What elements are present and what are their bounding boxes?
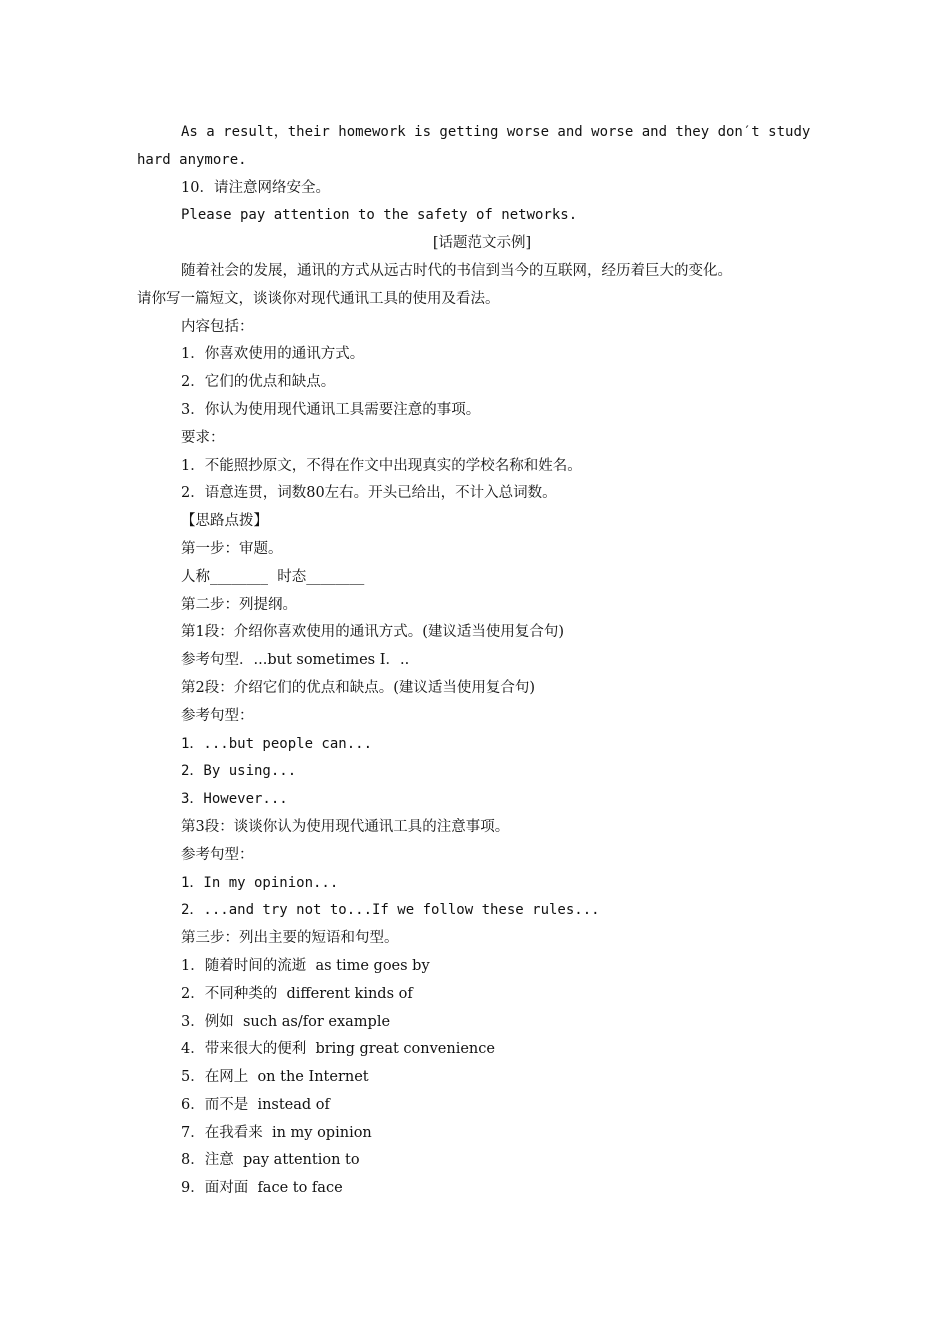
- text-line: 内容包括：: [181, 318, 254, 335]
- text-line: 第一步：审题。: [181, 540, 283, 557]
- text-line: As a result，their homework is getting worse and worse and they don′t study: [181, 124, 811, 140]
- text-line: 4．带来很大的便利 bring great convenience: [181, 1041, 495, 1058]
- text-line: hard anymore.: [137, 151, 247, 168]
- text-line: 7．在我看来 in my opinion: [181, 1124, 372, 1141]
- text-line: 1．你喜欢使用的通讯方式。: [181, 346, 365, 363]
- text-line: 第三步：列出主要的短语和句型。: [181, 930, 399, 947]
- text-line: 8．注意 pay attention to: [181, 1152, 360, 1169]
- text-line: 1．随着时间的流逝 as time goes by: [181, 957, 430, 974]
- text-line: 1．...but people can...: [181, 735, 373, 752]
- text-line: 第二步：列提纲。: [181, 596, 297, 613]
- text-line: 2．语意连贯，词数80左右。开头已给出，不计入总词数。: [181, 485, 557, 502]
- text-line: 第3段：谈谈你认为使用现代通讯工具的注意事项。: [181, 818, 510, 835]
- text-line: 请你写一篇短文，谈谈你对现代通讯工具的使用及看法。: [137, 290, 500, 307]
- text-line: 6．而不是 instead of: [181, 1096, 330, 1113]
- text-line: 参考句型．...but sometimes I．..: [181, 652, 410, 669]
- text-line: 1．不能照抄原文，不得在作文中出现真实的学校名称和姓名。: [181, 457, 582, 474]
- text-line: 10．请注意网络安全。: [181, 179, 330, 196]
- text-line: 3．例如 such as/for example: [181, 1013, 391, 1030]
- text-line: Please pay attention to the safety of networks.: [181, 207, 578, 224]
- text-line: 【思路点拨】: [181, 513, 268, 530]
- document-page: [137, 119, 827, 1203]
- text-line: 第1段：介绍你喜欢使用的通讯方式。(建议适当使用复合句): [181, 624, 565, 641]
- text-line: 第2段：介绍它们的优点和缺点。(建议适当使用复合句): [181, 679, 536, 696]
- text-line: 要求：: [181, 429, 225, 446]
- text-line: 参考句型：: [181, 707, 254, 724]
- text-line: 2．By using...: [181, 763, 297, 780]
- text-line: 5．在网上 on the Internet: [181, 1069, 369, 1086]
- text-line: 1．In my opinion...: [181, 874, 339, 891]
- text-line: 3．你认为使用现代通讯工具需要注意的事项。: [181, 401, 481, 418]
- text-line: 3．However...: [181, 791, 288, 808]
- text-line: 9．面对面 face to face: [181, 1180, 343, 1197]
- text-line: 随着社会的发展，通讯的方式从远古时代的书信到当今的互联网，经历着巨大的变化。: [181, 262, 732, 279]
- text-line: 参考句型：: [181, 846, 254, 863]
- section-heading: [话题范文示例]: [432, 235, 532, 252]
- text-line: 2．不同种类的 different kinds of: [181, 985, 413, 1002]
- text-line: 人称________ 时态________: [181, 568, 365, 585]
- text-line: 2．...and try not to...If we follow these rules...: [181, 902, 600, 919]
- text-line: 2．它们的优点和缺点。: [181, 374, 336, 391]
